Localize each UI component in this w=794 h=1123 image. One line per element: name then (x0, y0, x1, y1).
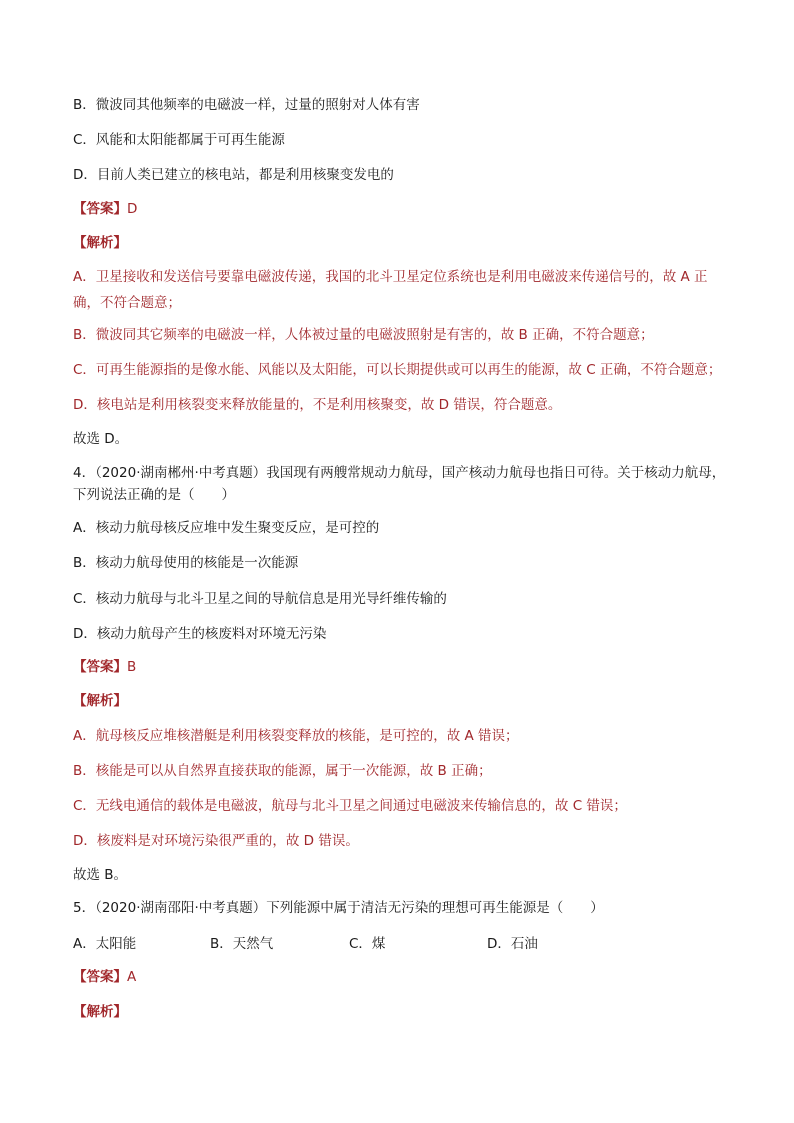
q3-analysis-d: D．核电站是利用核裂变来释放能量的，不是利用核聚变，故 D 错误，符合题意。 (73, 397, 562, 413)
q3-conclusion: 故选 D。 (73, 431, 129, 447)
q4-option-b: B．核动力航母使用的核能是一次能源 (73, 555, 299, 571)
answer-value: D (127, 201, 138, 217)
q5-options (73, 935, 538, 953)
answer-label: 【答案】 (73, 969, 127, 985)
q4-option-d: D．核动力航母产生的核废料对环境无污染 (73, 626, 327, 642)
q4-stem-line1: 4．（2020·湖南郴州·中考真题）我国现有两艘常规动力航母，国产核动力航母也指日可待。关于核动力航母， (73, 465, 726, 481)
q5-answer (73, 968, 136, 986)
q4-analysis-label: 【解析】 (73, 693, 127, 709)
answer-label: 【答案】 (73, 201, 127, 217)
answer-label: 【答案】 (73, 659, 127, 675)
q4-analysis-b: B．核能是可以从自然界直接获取的能源，属于一次能源，故 B 正确； (73, 763, 492, 779)
q5-option-a: A．太阳能 (73, 936, 137, 952)
q3-analysis-a: A．卫星接收和发送信号要靠电磁波传递，我国的北斗卫星定位系统也是利用电磁波来传递信号的，故 A 正确，不符合题意； (73, 269, 708, 311)
q3-option-b: B．微波同其他频率的电磁波一样，过量的照射对人体有害 (73, 97, 420, 113)
answer-value: B (127, 659, 137, 675)
q4-analysis-a: A．航母核反应堆核潜艇是利用核裂变释放的核能，是可控的，故 A 错误； (73, 728, 519, 744)
q3-analysis-label: 【解析】 (73, 235, 127, 251)
q3-analysis-c: C．可再生能源指的是像水能、风能以及太阳能，可以长期提供或可以再生的能源，故 C 正确，不符合题意； (73, 362, 722, 378)
q3-analysis-b: B．微波同其它频率的电磁波一样，人体被过量的电磁波照射是有害的，故 B 正确，不符合题意； (73, 327, 654, 343)
q4-analysis-d: D．核废料是对环境污染很严重的，故 D 错误。 (73, 833, 359, 849)
q3-option-d: D．目前人类已建立的核电站，都是利用核聚变发电的 (73, 167, 394, 183)
q5-stem: 5．（2020·湖南邵阳·中考真题）下列能源中属于清洁无污染的理想可再生能源是（ ） (73, 900, 604, 916)
q4-option-c: C．核动力航母与北斗卫星之间的导航信息是用光导纤维传输的 (73, 591, 447, 607)
q5-option-b: B．天然气 (210, 936, 274, 952)
q4-conclusion: 故选 B。 (73, 867, 128, 883)
q4-analysis-c: C．无线电通信的载体是电磁波，航母与北斗卫星之间通过电磁波来传输信息的，故 C 错误； (73, 798, 627, 814)
q3-answer (73, 200, 137, 218)
q5-option-d: D．石油 (487, 936, 538, 952)
answer-value: A (127, 969, 137, 985)
q4-stem-line2: 下列说法正确的是（ ） (73, 487, 235, 503)
q5-analysis-label: 【解析】 (73, 1004, 127, 1020)
q4-answer (73, 658, 136, 676)
q3-option-c: C．风能和太阳能都属于可再生能源 (73, 132, 285, 148)
q4-option-a: A．核动力航母核反应堆中发生聚变反应，是可控的 (73, 520, 380, 536)
q5-option-c: C．煤 (349, 936, 386, 952)
